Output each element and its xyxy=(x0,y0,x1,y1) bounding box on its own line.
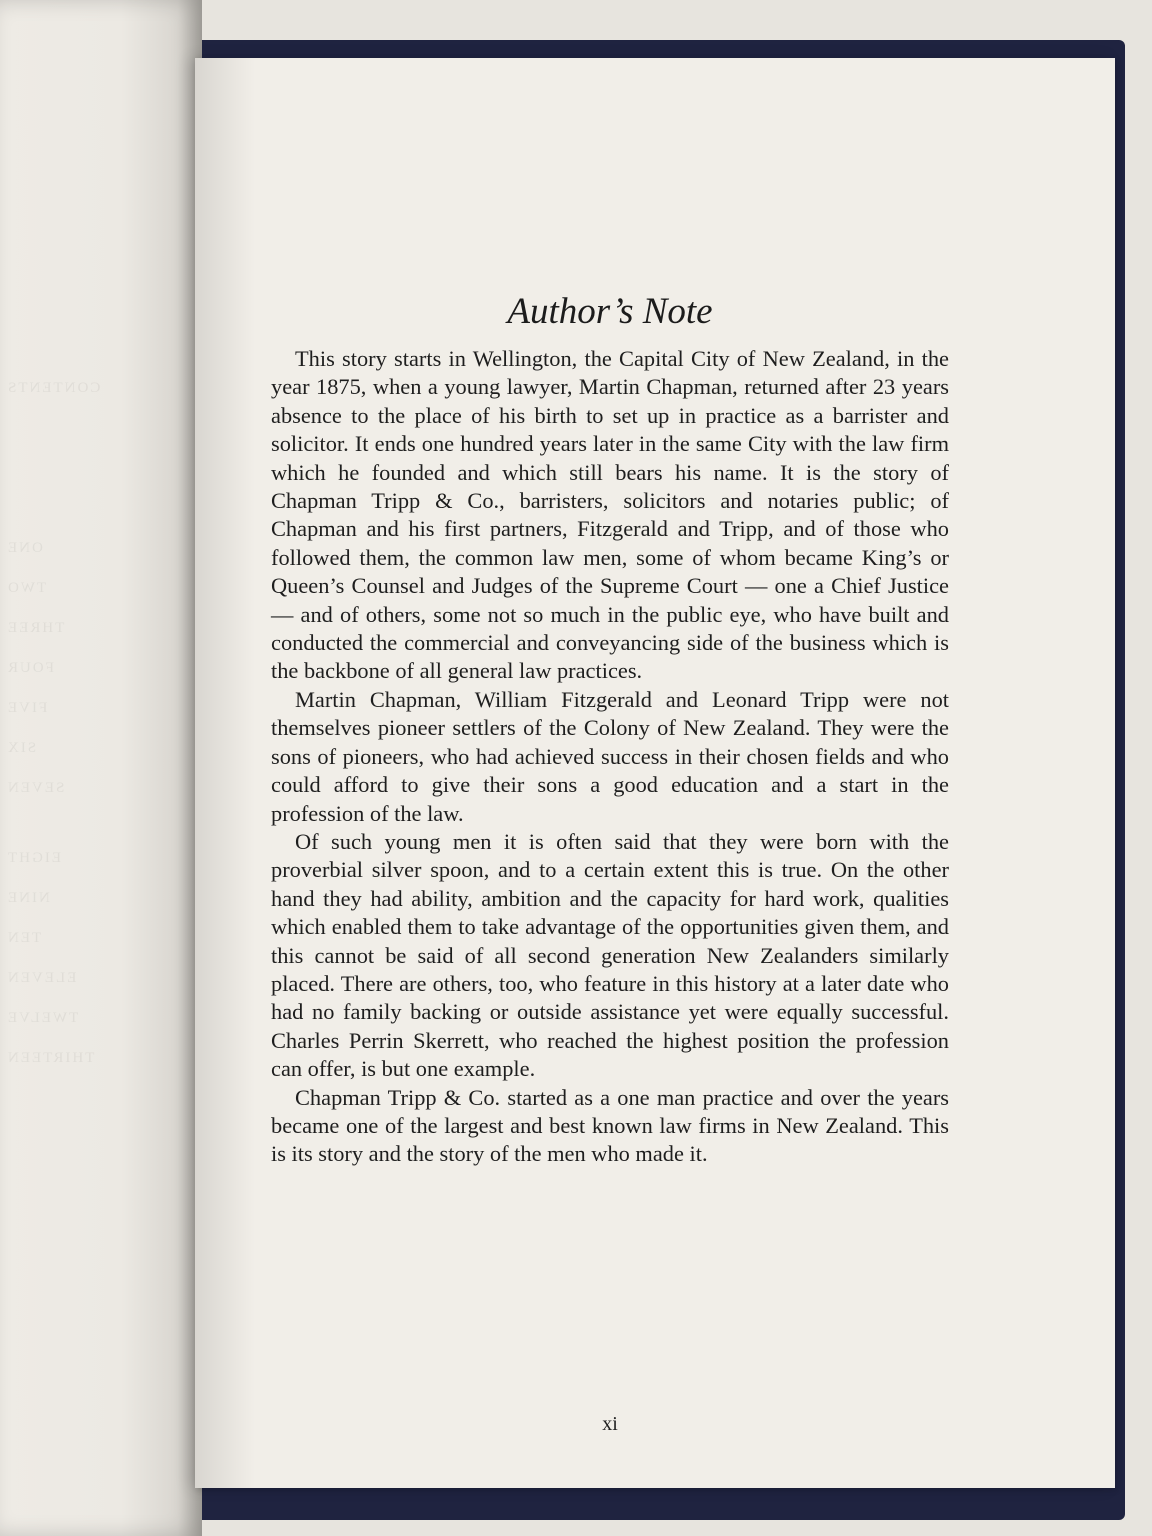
page-title: Author’s Note xyxy=(507,291,713,332)
paragraph: Chapman Tripp & Co. started as a one man practice and over the years became one of the largest and best known law firms in New Zealand. This is its story and the story of the men who made it. xyxy=(271,1084,949,1167)
paragraph: Martin Chapman, William Fitzgerald and Leonard Tripp were not themselves pioneer settlers of the Colony of New Zealand. They were the sons of pioneers, who had achieved success in their chosen fields and who could afford to give their sons a good education and a start in the profession of the law. xyxy=(271,686,949,826)
paragraph: Of such young men it is often said that they were born with the proverbial silver spoon, and to a certain extent this is true. On the other hand they had ability, ambition and the capacity for hard work, qualities which enabled them to take advantage of the opportunities given them, and this cannot be said of all second generation New Zealanders similarly placed. There are others, too, who feature in this history at a later date who had no family backing or outside assistance yet were equally successful. Charles Perrin Skerrett, who reached the highest position the profession can offer, is but one example. xyxy=(271,828,949,1082)
gutter-shadow xyxy=(195,58,255,1488)
book-page xyxy=(195,58,1115,1488)
page-number: xi xyxy=(602,1413,618,1435)
paragraph: This story starts in Wellington, the Capital City of New Zealand, in the year 1875, when a young lawyer, Martin Chapman, returned after 23 years absence to the place of his birth to set up in practice as a barrister and solicitor. It ends one hundred years later in the same City with the law firm which he founded and which still bears his name. It is the story of Chapman Tripp & Co., barristers, solicitors and notaries public; of Chapman and his first partners, Fitzgerald and Tripp, and of those who followed them, the common law men, some of whom became King’s or Queen’s Counsel and Judges of the Supreme Court — one a Chief Justice — and of others, some not so much in the public eye, who have built and conducted the commercial and conveyancing side of the business which is the backbone of all general law practices. xyxy=(271,346,949,684)
facing-page: CONTENTS ONE TWO THREE FOUR FIVE SIX SEVEN EIGHT NINE TEN ELEVEN TWELVE THIRTEEN xyxy=(0,0,202,1536)
body-text xyxy=(271,345,949,1169)
